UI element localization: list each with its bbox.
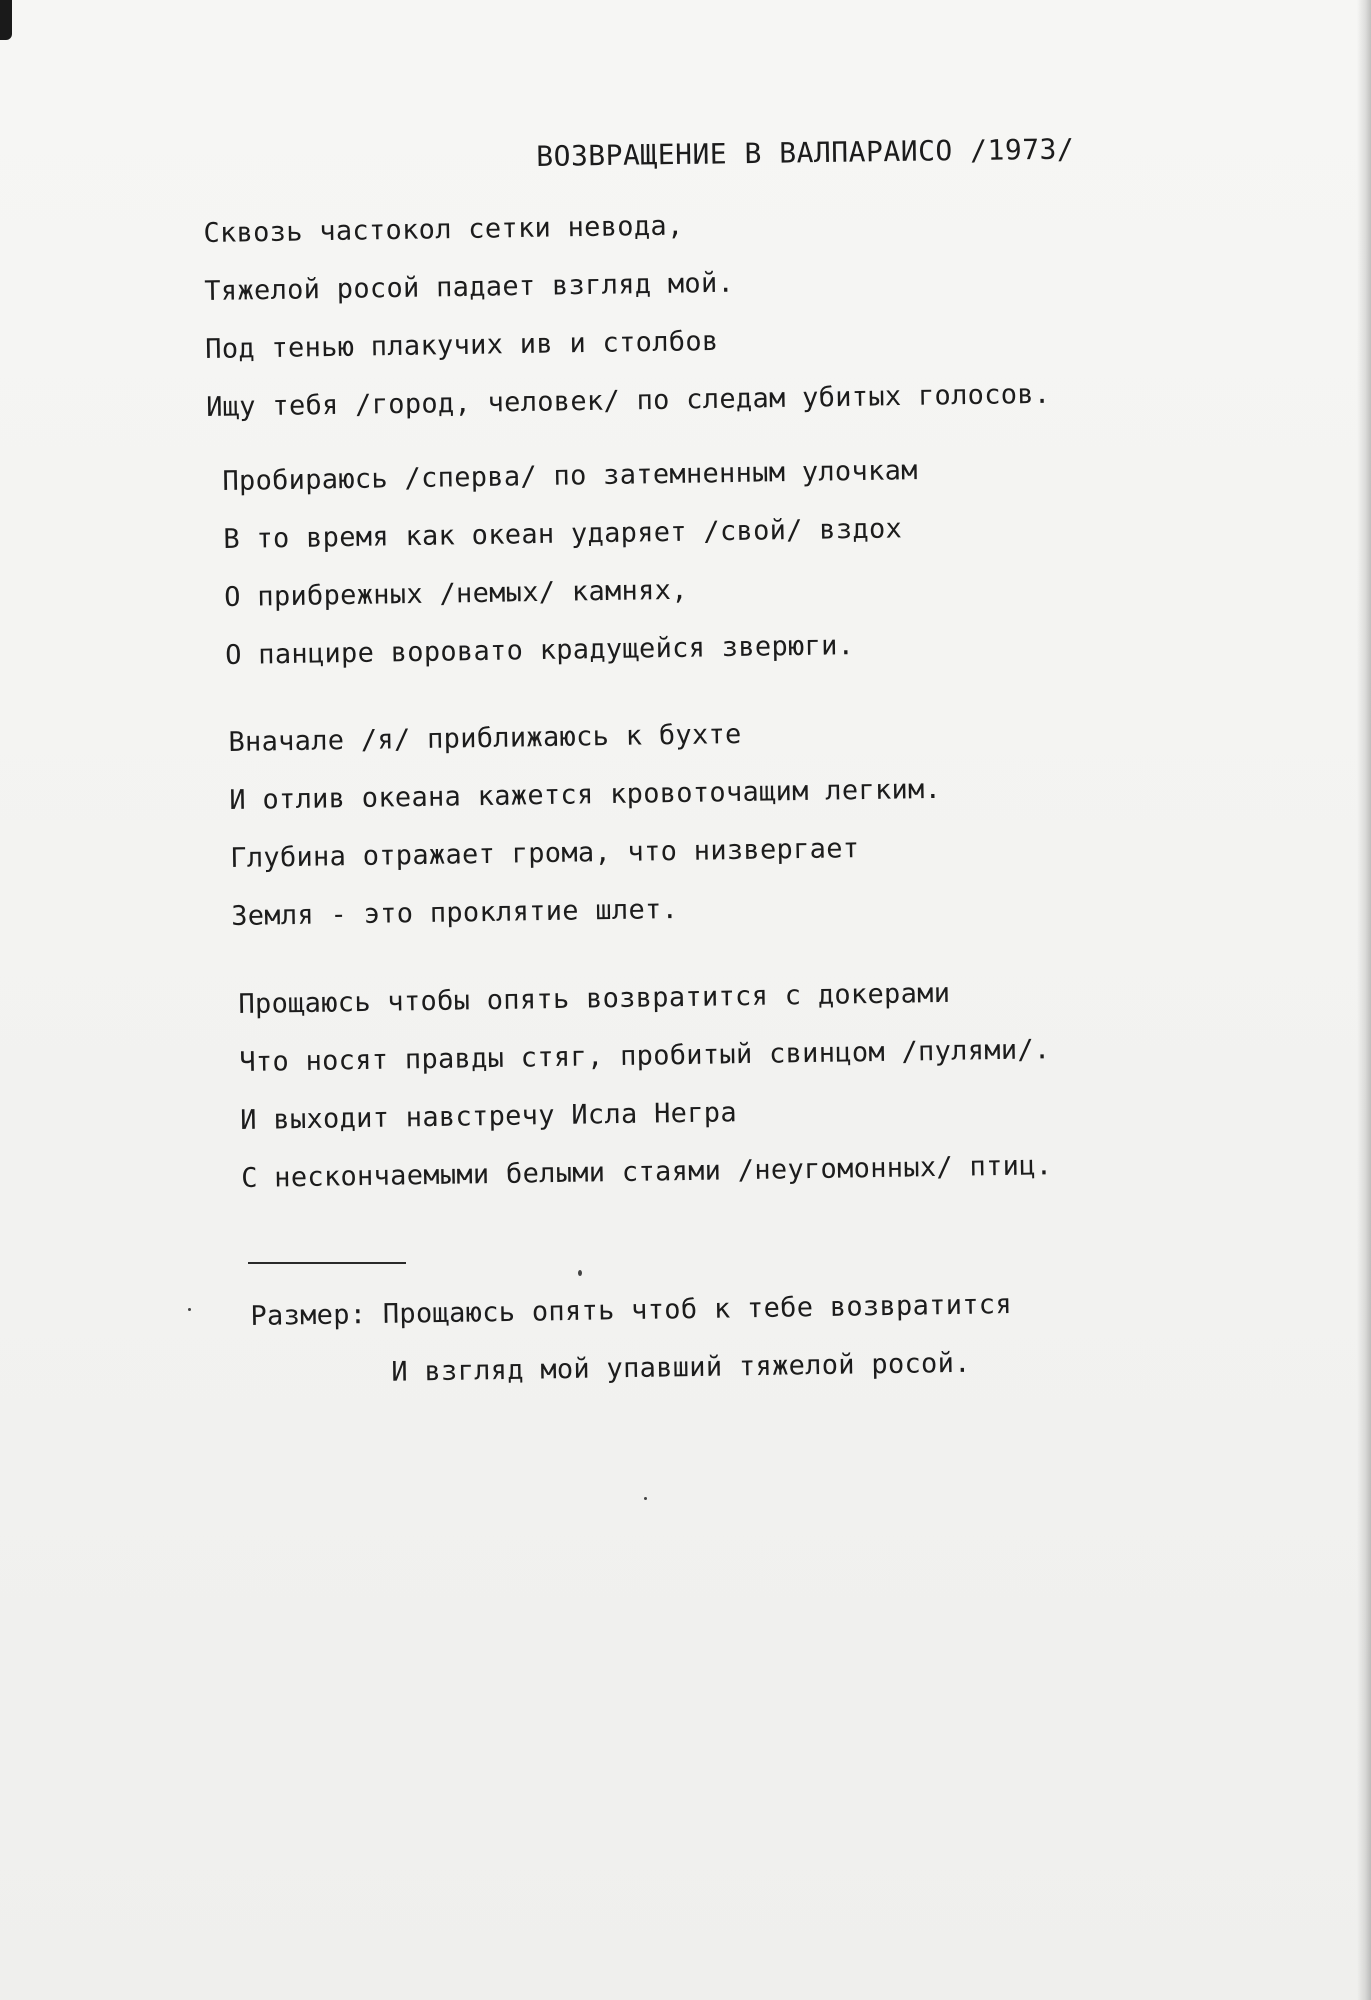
poem-line: Земля - это проклятие шлет. bbox=[230, 893, 679, 932]
poem-line: С нескончаемыми белыми стаями /неугомонных/ птиц. bbox=[240, 1150, 1053, 1194]
footnote-separator bbox=[248, 1262, 406, 1264]
poem-line: Тяжелой росой падает взгляд мой. bbox=[204, 267, 735, 307]
ink-speck bbox=[188, 1308, 191, 1311]
poem-line: Ищу тебя /город, человек/ по следам убитых голосов. bbox=[205, 378, 1051, 423]
poem-line: И отлив океана кажется кровоточащим легким. bbox=[229, 773, 942, 816]
poem-line: И выходит навстречу Исла Негра bbox=[240, 1097, 738, 1136]
poem-line: Глубина отражает грома, что низвергает bbox=[230, 833, 860, 874]
stanza-2 bbox=[222, 442, 921, 685]
ink-speck bbox=[578, 1270, 582, 1276]
stanza-1 bbox=[203, 192, 1051, 437]
stanza-4 bbox=[238, 963, 1053, 1208]
poem-line: В то время как океан ударяет /свой/ вздох bbox=[223, 513, 903, 555]
poem-line: Вначале /я/ приближаюсь к бухте bbox=[228, 718, 742, 758]
poem-line: О прибрежных /немых/ камнях, bbox=[224, 574, 689, 613]
poem-line: Сквозь частокол сетки невода, bbox=[203, 210, 684, 249]
poem-title: ВОЗВРАЩЕНИЕ В ВАЛПАРАИСО /1973/ bbox=[536, 132, 1075, 173]
poem-line: Что носят правды стяг, пробитый свинцом /пулями/. bbox=[239, 1034, 1051, 1078]
scan-corner-mark bbox=[0, 0, 12, 40]
footnote-line-1: Размер: Прощаюсь опять чтоб к тебе возвратится bbox=[250, 1289, 1013, 1332]
footnote bbox=[250, 1276, 1013, 1404]
poem-line: Под тенью плакучих ив и столбов bbox=[205, 325, 719, 365]
ink-speck bbox=[644, 1497, 647, 1500]
poem-line: О панцире воровато крадущейся зверюги. bbox=[224, 630, 855, 671]
page-edge-shadow bbox=[1357, 0, 1371, 2000]
poem-line: Пробираюсь /сперва/ по затемненным улочкам bbox=[222, 455, 918, 497]
footnote-line-2: И взгляд мой упавший тяжелой росой. bbox=[391, 1347, 971, 1388]
poem-line: Прощаюсь чтобы опять возвратится с докерами bbox=[238, 977, 951, 1020]
stanza-3 bbox=[228, 703, 943, 946]
